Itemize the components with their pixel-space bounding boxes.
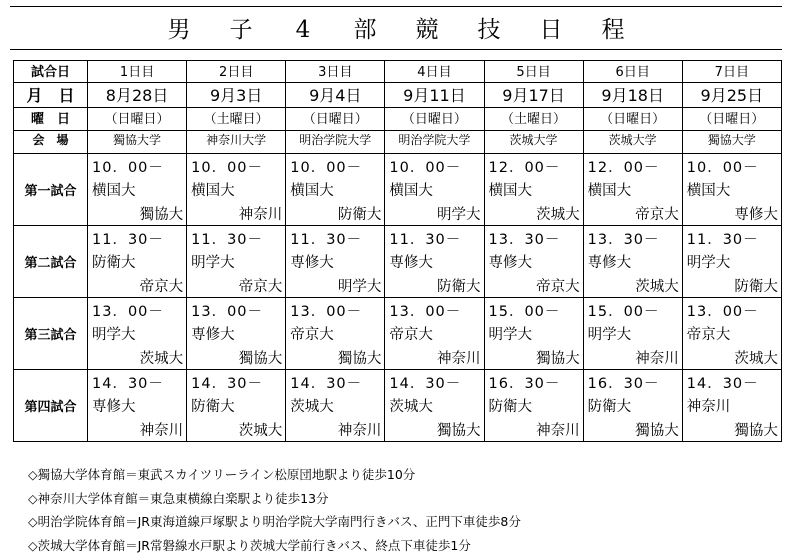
team-a: 明学大 xyxy=(686,255,731,271)
team-b: 帝京大 xyxy=(139,279,184,295)
team-a: 明学大 xyxy=(92,327,136,343)
match-cell xyxy=(385,370,484,442)
day-venue-cell: 神奈川大学 xyxy=(187,131,286,154)
match-cell xyxy=(583,370,682,442)
title-char: 部 xyxy=(353,17,377,43)
match-cell xyxy=(484,370,583,442)
day-day-cell: 6日目 xyxy=(583,61,682,83)
match-cell xyxy=(286,154,385,226)
match-time: 12．00－ xyxy=(587,160,660,176)
team-b: 明学大 xyxy=(337,279,382,295)
match-cell xyxy=(88,298,187,370)
team-b: 帝京大 xyxy=(635,207,679,223)
match-cell xyxy=(385,226,484,298)
team-a: 横国大 xyxy=(92,183,136,199)
team-a: 専修大 xyxy=(389,255,433,271)
game-row xyxy=(14,154,782,226)
team-b: 防衛大 xyxy=(734,279,778,295)
team-a: 茨城大 xyxy=(290,399,334,415)
note-kanagawa: ◇神奈川大学体育館＝東急東横線白楽駅より徒歩13分 xyxy=(28,490,329,506)
day-venue-cell: 明治学院大学 xyxy=(286,131,385,154)
row-date xyxy=(14,83,782,108)
team-b: 帝京大 xyxy=(238,279,283,295)
match-time: 13．30－ xyxy=(587,232,660,248)
match-cell xyxy=(583,226,682,298)
title-char: 男 xyxy=(167,17,191,43)
team-a: 横国大 xyxy=(389,183,433,199)
day-date-cell: 9月11日 xyxy=(385,83,484,108)
match-cell xyxy=(88,154,187,226)
match-time: 11．30－ xyxy=(389,232,462,248)
game-label: 第三試合 xyxy=(14,298,88,370)
day-weekday-cell: （土曜日） xyxy=(187,108,286,131)
day-date-cell: 9月3日 xyxy=(187,83,286,108)
day-day-cell: 5日目 xyxy=(484,61,583,83)
match-cell xyxy=(583,154,682,226)
team-a: 防衛大 xyxy=(488,399,532,415)
team-b: 専修大 xyxy=(734,207,778,223)
team-b: 獨協大 xyxy=(337,351,382,367)
match-time: 13．00－ xyxy=(686,304,759,320)
day-day-cell: 2日目 xyxy=(187,61,286,83)
match-time: 13．00－ xyxy=(389,304,462,320)
match-time: 14．30－ xyxy=(686,376,759,392)
team-a: 防衛大 xyxy=(191,399,235,415)
match-time: 13．00－ xyxy=(290,304,363,320)
team-b: 神奈川 xyxy=(238,207,283,223)
team-a: 専修大 xyxy=(92,399,136,415)
team-b: 茨城大 xyxy=(635,279,679,295)
label-venue: 会 場 xyxy=(14,131,88,154)
day-date-cell: 9月4日 xyxy=(286,83,385,108)
match-time: 14．30－ xyxy=(191,376,264,392)
team-a: 横国大 xyxy=(686,183,731,199)
team-b: 神奈川 xyxy=(139,423,184,439)
team-a: 横国大 xyxy=(290,183,334,199)
game-row xyxy=(14,226,782,298)
team-a: 帝京大 xyxy=(290,327,334,343)
match-time: 14．30－ xyxy=(290,376,363,392)
team-b: 神奈川 xyxy=(635,351,679,367)
title-char: 技 xyxy=(477,17,501,43)
match-cell xyxy=(484,226,583,298)
match-time: 13．00－ xyxy=(92,304,164,320)
team-b: 獨協大 xyxy=(536,351,580,367)
team-b: 神奈川 xyxy=(437,351,481,367)
day-weekday-cell: （土曜日） xyxy=(484,108,583,131)
day-weekday-cell: （日曜日） xyxy=(583,108,682,131)
game-label: 第二試合 xyxy=(14,226,88,298)
day-day-cell: 7日目 xyxy=(682,61,781,83)
team-a: 防衛大 xyxy=(92,255,136,271)
match-cell xyxy=(187,298,286,370)
day-venue-cell: 獨協大学 xyxy=(682,131,781,154)
game-label: 第四試合 xyxy=(14,370,88,442)
day-venue-cell: 明治学院大学 xyxy=(385,131,484,154)
match-time: 14．30－ xyxy=(92,376,164,392)
note-ibaraki: ◇茨城大学体育館＝JR常磐線水戸駅より茨城大学前行きバス、終点下車徒歩1分 xyxy=(28,537,471,553)
match-time: 16．30－ xyxy=(488,376,561,392)
match-cell xyxy=(187,370,286,442)
label-day: 試合日 xyxy=(14,61,88,83)
match-cell xyxy=(682,226,781,298)
team-a: 横国大 xyxy=(488,183,532,199)
match-cell xyxy=(88,226,187,298)
team-a: 帝京大 xyxy=(686,327,731,343)
day-venue-cell: 獨協大学 xyxy=(88,131,187,154)
team-b: 茨城大 xyxy=(734,351,778,367)
match-time: 13．30－ xyxy=(488,232,561,248)
team-b: 神奈川 xyxy=(337,423,382,439)
team-a: 明学大 xyxy=(191,255,235,271)
team-a: 専修大 xyxy=(290,255,334,271)
match-cell xyxy=(286,226,385,298)
match-time: 14．30－ xyxy=(389,376,462,392)
team-a: 専修大 xyxy=(587,255,632,271)
match-cell xyxy=(286,370,385,442)
team-a: 茨城大 xyxy=(389,399,433,415)
match-time: 10．00－ xyxy=(191,160,264,176)
row-venue xyxy=(14,131,782,154)
match-time: 10．00－ xyxy=(290,160,363,176)
match-cell xyxy=(187,154,286,226)
day-date-cell: 9月25日 xyxy=(682,83,781,108)
match-cell xyxy=(385,298,484,370)
match-time: 12．00－ xyxy=(488,160,561,176)
team-a: 防衛大 xyxy=(587,399,632,415)
team-b: 獨協大 xyxy=(139,207,184,223)
day-day-cell: 1日目 xyxy=(88,61,187,83)
team-a: 専修大 xyxy=(191,327,235,343)
team-a: 横国大 xyxy=(587,183,632,199)
title-char: 子 xyxy=(229,17,253,43)
note-dokkyo: ◇獨協大学体育館＝東武スカイツリーライン松原団地駅より徒歩10分 xyxy=(28,467,416,482)
title-bar xyxy=(10,6,782,50)
team-a: 専修大 xyxy=(488,255,532,271)
match-time: 16．30－ xyxy=(587,376,660,392)
team-b: 茨城大 xyxy=(536,207,580,223)
game-label: 第一試合 xyxy=(14,154,88,226)
team-b: 防衛大 xyxy=(437,279,481,295)
title-char: 4 xyxy=(295,17,311,43)
team-b: 獨協大 xyxy=(734,423,778,439)
match-time: 10．00－ xyxy=(686,160,759,176)
match-time: 11．30－ xyxy=(686,232,759,248)
team-a: 明学大 xyxy=(488,327,532,343)
match-time: 15．00－ xyxy=(587,304,660,320)
match-cell xyxy=(583,298,682,370)
match-time: 11．30－ xyxy=(92,232,164,248)
match-time: 13．00－ xyxy=(191,304,264,320)
match-time: 11．30－ xyxy=(191,232,264,248)
match-cell xyxy=(286,298,385,370)
day-date-cell: 8月28日 xyxy=(88,83,187,108)
team-b: 茨城大 xyxy=(238,423,283,439)
day-weekday-cell: （日曜日） xyxy=(385,108,484,131)
match-time: 10．00－ xyxy=(389,160,462,176)
team-a: 明学大 xyxy=(587,327,632,343)
team-b: 帝京大 xyxy=(536,279,580,295)
title-char: 競 xyxy=(415,17,439,43)
row-day xyxy=(14,61,782,83)
match-cell xyxy=(88,370,187,442)
match-cell xyxy=(682,154,781,226)
day-day-cell: 3日目 xyxy=(286,61,385,83)
schedule-table xyxy=(13,60,782,442)
day-weekday-cell: （日曜日） xyxy=(88,108,187,131)
title-char: 日 xyxy=(539,17,563,43)
title-char: 程 xyxy=(601,17,625,43)
match-time: 11．30－ xyxy=(290,232,363,248)
day-venue-cell: 茨城大学 xyxy=(484,131,583,154)
venue-notes xyxy=(28,463,521,557)
team-b: 防衛大 xyxy=(337,207,382,223)
game-row xyxy=(14,370,782,442)
label-date: 月 日 xyxy=(14,83,88,108)
team-b: 茨城大 xyxy=(139,351,184,367)
match-time: 15．00－ xyxy=(488,304,561,320)
team-b: 獨協大 xyxy=(635,423,679,439)
day-day-cell: 4日目 xyxy=(385,61,484,83)
team-b: 獨協大 xyxy=(437,423,481,439)
team-a: 神奈川 xyxy=(686,399,731,415)
page-title xyxy=(10,11,782,44)
day-weekday-cell: （日曜日） xyxy=(682,108,781,131)
match-cell xyxy=(187,226,286,298)
match-time: 10．00－ xyxy=(92,160,164,176)
team-b: 明学大 xyxy=(437,207,481,223)
match-cell xyxy=(682,370,781,442)
day-weekday-cell: （日曜日） xyxy=(286,108,385,131)
game-row xyxy=(14,298,782,370)
match-cell xyxy=(682,298,781,370)
team-b: 獨協大 xyxy=(238,351,283,367)
note-meijigakuin: ◇明治学院体育館＝JR東海道線戸塚駅より明治学院大学南門行きバス、正門下車徒歩8分 xyxy=(28,514,521,529)
label-weekday: 曜 日 xyxy=(14,108,88,131)
row-weekday xyxy=(14,108,782,131)
day-date-cell: 9月18日 xyxy=(583,83,682,108)
team-a: 帝京大 xyxy=(389,327,433,343)
match-cell xyxy=(484,154,583,226)
day-venue-cell: 茨城大学 xyxy=(583,131,682,154)
team-a: 横国大 xyxy=(191,183,235,199)
team-b: 神奈川 xyxy=(536,423,580,439)
match-cell xyxy=(385,154,484,226)
day-date-cell: 9月17日 xyxy=(484,83,583,108)
match-cell xyxy=(484,298,583,370)
